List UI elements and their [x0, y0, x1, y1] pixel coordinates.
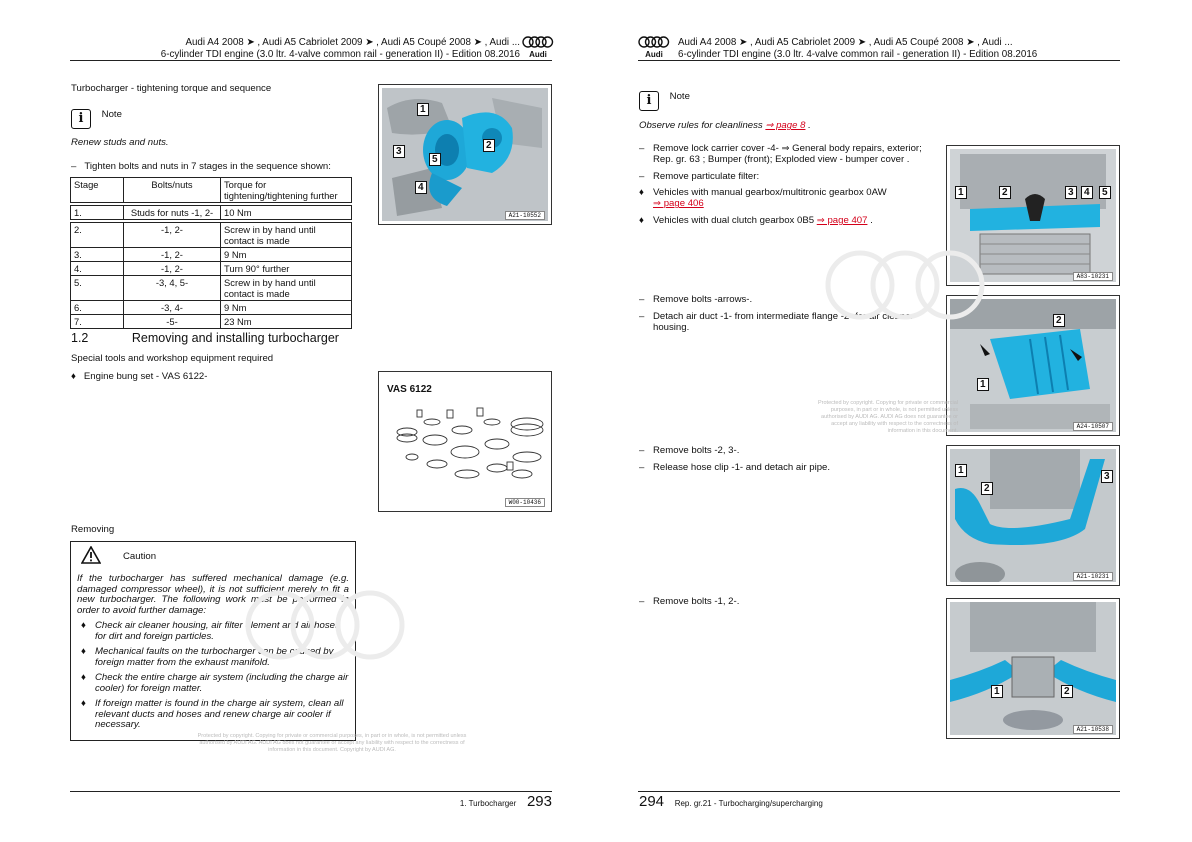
callout-2: 2 [1061, 685, 1073, 698]
figure-ref: W00-10436 [505, 498, 545, 507]
caution-intro: If the turbocharger has suffered mechanical damage (e.g. damaged compressor wheel), it is not sufficient merely to fit a new turbocharger. The following work must be performed in order to avoid further damage: [77, 573, 349, 616]
page-8-link[interactable]: ⇒ page 8 [765, 120, 806, 131]
info-icon: i [639, 91, 659, 111]
tools-intro: Special tools and workshop equipment required [71, 353, 274, 364]
list-item: – Release hose clip -1- and detach air pipe. [639, 461, 831, 473]
audi-logo-left [522, 35, 554, 59]
note-text-right: Observe rules for cleanliness ⇒ page 8 . [639, 120, 811, 131]
info-icon: i [71, 109, 91, 129]
heading-1-2 [71, 331, 339, 345]
step-text: Remove particulate filter: [653, 170, 760, 182]
callout-3: 3 [1065, 186, 1077, 199]
list-item: ♦ Mechanical faults on the turbocharger can be caused by foreign matter from the exhaust manifold. [81, 647, 349, 668]
figure-ref: A21-10538 [1073, 725, 1113, 734]
caution-item-text: If foreign matter is found in the charge air system, clean all relevant ducts and hoses and renew charge air cooler if necessary. [95, 698, 344, 730]
table-header-cell: Bolts/nuts [124, 178, 221, 203]
callout-4: 4 [415, 181, 427, 194]
figure-title: VAS 6122 [387, 384, 432, 395]
list-item [639, 188, 929, 210]
audi-watermark-icon [240, 580, 410, 670]
list-item: – Remove bolts -2, 3-. [639, 445, 740, 456]
right-footer [639, 793, 823, 810]
table-cell: -1, 2- [124, 223, 221, 248]
table-cell: Screw in by hand until contact is made [221, 276, 352, 301]
figure-ref: A21-10552 [505, 211, 545, 220]
callout-5: 5 [429, 153, 441, 166]
left-header-line1: Audi A4 2008 ➤ , Audi A5 Cabriolet 2009 ➤ , Audi A5 Coupé 2008 ➤ , Audi ... [185, 37, 520, 48]
footer-rule-right [638, 791, 1120, 792]
table-cell: Screw in by hand until contact is made [221, 223, 352, 248]
caution-item-text: Mechanical faults on the turbocharger can be caused by foreign matter from the exhaust manifold. [95, 646, 334, 668]
left-header [140, 37, 520, 61]
step-text: Remove bolts -arrows-. [653, 294, 753, 305]
list-item: – Remove bolts -1, 2-. [639, 596, 740, 607]
page-407-link[interactable]: ⇒ page 407 [816, 214, 868, 226]
copyright-watermark-left: Protected by copyright. Copying for private or commercial purposes, in part or in whole, is not permitted unless authorised by AUDI AG. AUDI AG does not guarantee or accept any liability with respect to the correctness of information in this document. Copyright by AUDI AG. [197, 733, 467, 753]
table-row [71, 301, 352, 315]
step-text: Remove bolts -2, 3-. [653, 445, 740, 456]
footer-chapter-right: Rep. gr.21 - Turbocharging/supercharging [674, 799, 823, 808]
air-pipe-figure [946, 445, 1120, 586]
audi-logo-right [638, 35, 670, 59]
list-item: ♦ Check air cleaner housing, air filter element and air hoses for dirt and foreign particles. [81, 621, 349, 642]
table-cell: 4. [71, 262, 124, 276]
removing-label: Removing [71, 524, 115, 535]
list-item: ♦ Vehicles with dual clutch gearbox 0B5 ⇒ page 407 . [639, 214, 873, 226]
step-text: Remove lock carrier cover -4- ⇒ General body repairs, exterior; Rep. gr. 63 ; Bumper (front); Exploded view - bumper cover . [653, 143, 922, 165]
footer-chapter-left: 1. Turbocharger [459, 799, 517, 808]
instruction-line: – Tighten bolts and nuts in 7 stages in the sequence shown: [71, 161, 331, 172]
table-header-cell: Torque for tightening/tightening further [221, 178, 352, 203]
list-item: – Detach air duct -1- from intermediate flange -2- for air cleaner housing. [639, 312, 929, 334]
diamond-bullet-icon: ♦ [639, 214, 644, 226]
bolts-figure [946, 598, 1120, 739]
note-block-left [71, 109, 122, 129]
callout-3: 3 [393, 145, 405, 158]
list-item: ♦ Check the entire charge air system (including the charge air cooler) for foreign matter. [81, 672, 349, 694]
note-label-right: Note [669, 91, 690, 102]
callout-2: 2 [483, 139, 495, 152]
warning-icon [81, 546, 101, 567]
table-cell: 5. [71, 276, 124, 301]
note-label-left: Note [101, 109, 122, 120]
list-item: – Remove particulate filter: [639, 170, 760, 182]
note-block-right [639, 91, 690, 111]
page-406-link[interactable]: ⇒ page 406 [653, 198, 704, 210]
step-text: Remove bolts -1, 2-. [653, 596, 740, 607]
callout-1: 1 [417, 103, 429, 116]
list-item: – Remove bolts -arrows-. [639, 294, 753, 305]
tool-item [71, 371, 207, 382]
audi-brand-right: Audi [645, 50, 663, 59]
step-text: Vehicles with manual gearbox/multitronic gearbox 0AW [653, 187, 887, 199]
table-cell: 9 Nm [221, 301, 352, 315]
figure-ref: A24-10507 [1073, 422, 1113, 431]
table-cell: 9 Nm [221, 248, 352, 262]
table-cell: -5- [124, 315, 221, 329]
torque-table [70, 177, 352, 329]
instruction-text: Tighten bolts and nuts in 7 stages in the sequence shown: [84, 161, 331, 172]
right-header-line1: Audi A4 2008 ➤ , Audi A5 Cabriolet 2009 ➤ , Audi A5 Coupé 2008 ➤ , Audi ... [678, 37, 1013, 48]
list-item: ♦ If foreign matter is found in the charge air system, clean all relevant ducts and hoses and renew charge air cooler if necessary. [81, 699, 349, 731]
table-cell: -1, 2- [124, 262, 221, 276]
right-header [678, 37, 1108, 61]
right-header-line2: 6-cylinder TDI engine (3.0 ltr. 4-valve common rail - generation II) - Edition 08.2016 [678, 49, 1038, 60]
note-text-right-body: Observe rules for cleanliness [639, 120, 763, 131]
table-row [71, 276, 352, 301]
left-header-line2: 6-cylinder TDI engine (3.0 ltr. 4-valve common rail - generation II) - Edition 08.2016 [160, 49, 520, 60]
table-cell: -1, 2- [124, 248, 221, 262]
diamond-bullet-icon: ♦ [639, 187, 644, 199]
table-cell: -3, 4, 5- [124, 276, 221, 301]
table-row [71, 248, 352, 262]
table-cell: Turn 90° further [221, 262, 352, 276]
callout-2: 2 [981, 482, 993, 495]
turbocharger-figure [378, 84, 552, 225]
table-cell: 6. [71, 301, 124, 315]
callout-2: 2 [1053, 314, 1065, 327]
table-cell: 23 Nm [221, 315, 352, 329]
table-row [71, 223, 352, 248]
table-cell: -3, 4- [124, 301, 221, 315]
step-text: Release hose clip -1- and detach air pipe. [653, 461, 831, 473]
copyright-watermark-right: Protected by copyright. Copying for private or commercial purposes, in part or in whole, is not permitted unless authorised by AUDI AG. AUDI AG does not guarantee or accept any liability with respect to the correctness of information in this document. [817, 400, 958, 434]
page-number-right: 294 [639, 793, 665, 810]
steps-group-3 [639, 446, 929, 474]
caution-item-text: Check air cleaner housing, air filter element and air hoses for dirt and foreign particles. [95, 620, 340, 642]
audi-brand-left: Audi [529, 50, 547, 59]
table-cell: 2. [71, 223, 124, 248]
callout-1: 1 [977, 378, 989, 391]
engine-bung-set-figure [378, 371, 552, 512]
callout-1: 1 [955, 186, 967, 199]
table-cell: 7. [71, 315, 124, 329]
steps-group-4 [639, 597, 929, 608]
callout-1: 1 [991, 685, 1003, 698]
table-header-cell: Stage [71, 178, 124, 203]
note-text-left: Renew studs and nuts. [71, 137, 169, 148]
diamond-bullet-icon: ♦ [71, 371, 76, 382]
table-row [71, 206, 352, 220]
footer-rule-left [70, 791, 552, 792]
section-title: Turbocharger - tightening torque and sequence [71, 83, 272, 94]
step-text: Detach air duct -1- from intermediate flange -2- for air cleaner housing. [653, 310, 914, 333]
table-cell: 10 Nm [221, 206, 352, 220]
figure-ref: A21-10231 [1073, 572, 1113, 581]
steps-group-1 [639, 144, 929, 227]
left-footer [380, 793, 552, 810]
figure-ref: A83-10231 [1073, 272, 1113, 281]
page-number-left: 293 [526, 793, 552, 810]
header-rule-left [70, 60, 552, 61]
callout-5: 5 [1099, 186, 1111, 199]
table-header-row [71, 178, 352, 203]
heading-text: Removing and installing turbocharger [131, 331, 339, 345]
table-row [71, 315, 352, 329]
step-text: Vehicles with dual clutch gearbox 0B5 [653, 214, 815, 226]
callout-2: 2 [999, 186, 1011, 199]
caution-item-text: Check the entire charge air system (including the charge air cooler) for foreign matter. [95, 672, 349, 694]
callout-4: 4 [1081, 186, 1093, 199]
header-rule-right [638, 60, 1120, 61]
table-row [71, 262, 352, 276]
callout-3: 3 [1101, 470, 1113, 483]
audi-watermark-icon [820, 240, 990, 330]
caution-label: Caution [123, 551, 157, 562]
table-cell: Studs for nuts -1, 2- [124, 206, 221, 220]
list-item: – Remove lock carrier cover -4- ⇒ General body repairs, exterior; Rep. gr. 63 ; Bumper (front); Exploded view - bumper cover . [639, 144, 929, 166]
callout-1: 1 [955, 464, 967, 477]
table-cell: 3. [71, 248, 124, 262]
heading-number: 1.2 [71, 331, 89, 345]
tool-item-text: Engine bung set - VAS 6122- [83, 371, 208, 382]
table-cell: 1. [71, 206, 124, 220]
